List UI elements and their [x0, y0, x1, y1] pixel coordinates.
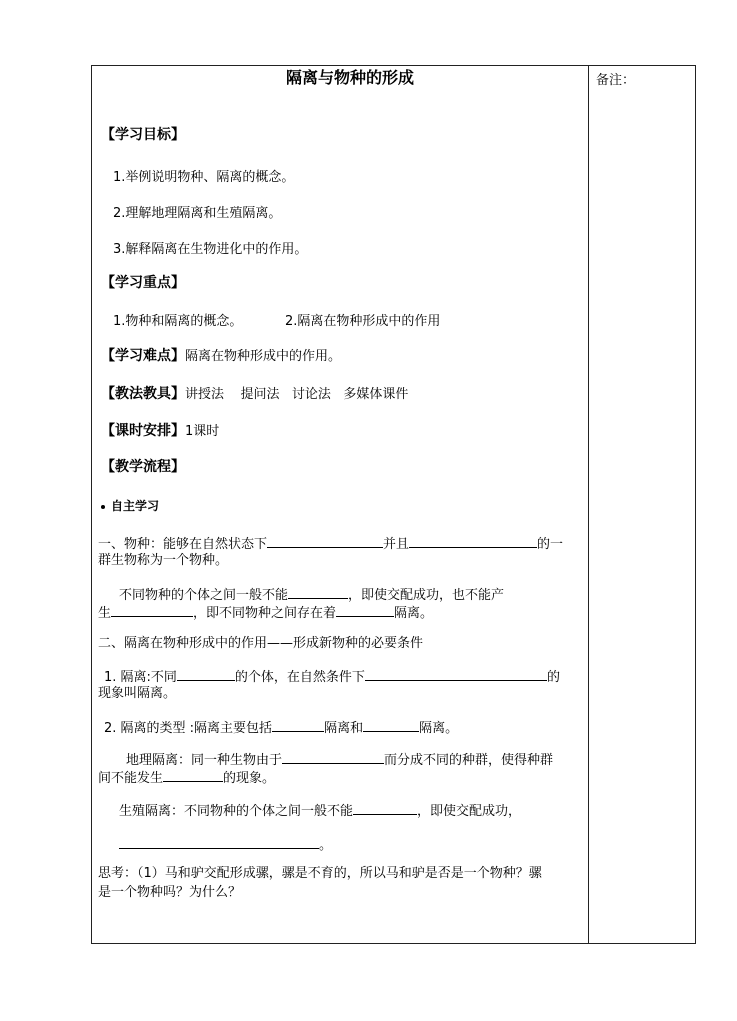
blank-3 [288, 586, 348, 599]
species-text-1: 一、物种：能够在自然状态下 [98, 537, 268, 552]
page-title: 隔离与物种的形成 [286, 68, 415, 87]
geographic-line-1 [126, 751, 553, 768]
blank-6 [177, 668, 235, 681]
schedule-text: 1课时 [185, 424, 220, 439]
self-study-label: 自主学习 [111, 499, 160, 513]
blank-5 [336, 604, 394, 617]
blank-13 [119, 836, 319, 849]
think-line-2: 是一个物种吗？为什么？ [98, 885, 242, 900]
goal-1: 1.举例说明物种、隔离的概念。 [113, 170, 295, 185]
goal-2: 2.理解地理隔离和生殖隔离。 [113, 206, 282, 221]
key-2: 2.隔离在物种形成中的作用 [285, 314, 441, 329]
species-line-2: 群生物称为一个物种。 [98, 553, 229, 568]
difficulty-row [101, 349, 341, 364]
difficulty-text: 隔离在物种形成中的作用。 [185, 349, 342, 364]
species-text-4: 不同物种的个体之间一般不能 [119, 588, 289, 603]
iso-text-3: 的 [546, 670, 560, 685]
species-line-4 [98, 604, 433, 621]
repro-text-3: 。 [319, 838, 333, 853]
iso-text-5: 隔离和 [324, 721, 364, 736]
iso-text-1: 1. 隔离:不同 [104, 670, 177, 685]
iso-text-4: 2. 隔离的类型 :隔离主要包括 [104, 721, 273, 736]
blank-7 [365, 668, 547, 681]
iso-text-6: 隔离。 [419, 721, 459, 736]
blank-1 [267, 535, 383, 548]
blank-8 [272, 719, 324, 732]
blank-12 [353, 802, 417, 815]
remark-label: 备注： [596, 73, 636, 88]
schedule-header: 【课时安排】 [101, 423, 185, 439]
role-header: 二、隔离在物种形成中的作用——形成新物种的必要条件 [98, 636, 424, 651]
species-text-8: 隔离。 [394, 606, 434, 621]
goal-3: 3.解释隔离在生物进化中的作用。 [113, 242, 308, 257]
bullet-icon [101, 505, 105, 509]
species-line-1 [98, 535, 563, 552]
repro-text-1: 生殖隔离：不同物种的个体之间一般不能 [119, 804, 354, 819]
goals-header: 【学习目标】 [101, 127, 185, 143]
species-text-2: 并且 [383, 537, 410, 552]
key-header: 【学习重点】 [101, 275, 185, 291]
isolation-line-2: 现象叫隔离。 [98, 686, 177, 701]
species-text-6: 生 [98, 606, 112, 621]
species-line-3 [119, 586, 504, 603]
geographic-line-2 [98, 769, 275, 786]
methods-row [101, 387, 408, 402]
self-study-item [101, 499, 159, 514]
blank-4 [111, 604, 193, 617]
remark-column-divider [588, 65, 589, 944]
isolation-line-1 [104, 668, 560, 685]
blank-10 [282, 751, 384, 764]
flow-header: 【教学流程】 [101, 459, 185, 475]
species-text-3: 的一 [537, 537, 564, 552]
methods-header: 【教法教具】 [101, 386, 185, 402]
geo-text-2: 而分成不同的种群，使得种群 [384, 753, 554, 768]
iso-text-2: 的个体，在自然条件下 [234, 670, 365, 685]
key-1: 1.物种和隔离的概念。 [113, 314, 243, 329]
blank-9 [363, 719, 419, 732]
reproductive-line-1 [119, 802, 521, 819]
methods-text: 讲授法 提问法 讨论法 多媒体课件 [185, 387, 409, 402]
schedule-row [101, 424, 219, 439]
difficulty-header: 【学习难点】 [101, 348, 185, 364]
think-line-1: 思考：（1）马和驴交配形成骡，骡是不育的，所以马和驴是否是一个物种？骡 [98, 866, 542, 881]
isolation-types-line [104, 719, 458, 736]
blank-11 [163, 769, 223, 782]
geo-text-3: 间不能发生 [98, 771, 164, 786]
species-text-5: ，即使交配成功，也不能产 [348, 588, 505, 603]
blank-2 [409, 535, 537, 548]
reproductive-line-2 [119, 836, 332, 853]
geo-text-4: 的现象。 [223, 771, 276, 786]
geo-text-1: 地理隔离：同一种生物由于 [126, 753, 283, 768]
repro-text-2: ，即使交配成功， [417, 804, 522, 819]
species-text-7: ，即不同物种之间存在着 [193, 606, 337, 621]
